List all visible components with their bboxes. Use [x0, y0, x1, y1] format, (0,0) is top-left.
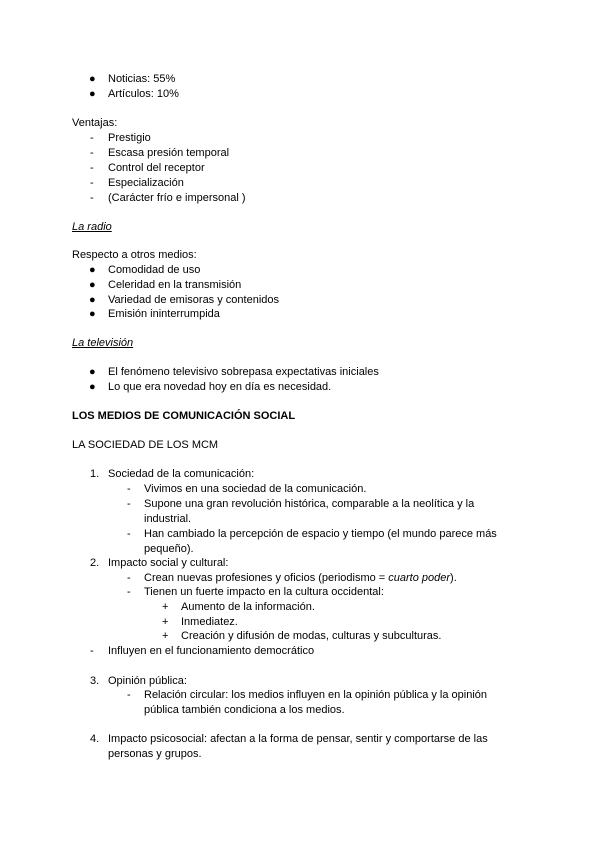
list-item-continued: industrial.: [144, 513, 192, 525]
bullet-icon: ●: [89, 279, 96, 291]
bullet-icon: ●: [89, 264, 96, 276]
bullet-icon: ●: [89, 381, 96, 393]
list-item: Aumento de la información.: [181, 601, 315, 613]
list-item: Impacto social y cultural:: [108, 557, 229, 569]
emphasis: cuarto poder: [388, 572, 451, 584]
list-item: Noticias: 55%: [108, 73, 176, 85]
list-item-text: ).: [450, 572, 457, 584]
list-item: Celeridad en la transmisión: [108, 279, 242, 291]
list-item: Sociedad de la comunicación:: [108, 468, 255, 480]
list-number: 1.: [90, 468, 100, 480]
dash-icon: -: [90, 132, 94, 144]
ventajas-heading: Ventajas:: [72, 117, 118, 129]
list-item-continued: pequeño).: [144, 543, 194, 555]
list-item: Emisión ininterrumpida: [108, 308, 220, 320]
list-item: Opinión pública:: [108, 675, 187, 687]
radio-intro: Respecto a otros medios:: [72, 249, 197, 261]
list-item: Supone una gran revolución histórica, comparable a la neolítica y la: [144, 498, 475, 510]
list-item: Creación y difusión de modas, culturas y subculturas.: [181, 630, 442, 642]
dash-icon: -: [90, 645, 94, 657]
list-item: Influyen en el funcionamiento democrático: [108, 645, 315, 657]
list-item: El fenómeno televisivo sobrepasa expectativas iniciales: [108, 366, 379, 378]
list-number: 4.: [90, 733, 100, 745]
radio-heading: La radio: [72, 221, 112, 233]
list-item: [144, 571, 457, 585]
bullet-icon: ●: [89, 308, 96, 320]
dash-icon: -: [127, 483, 131, 495]
dash-icon: -: [127, 498, 131, 510]
bullet-icon: ●: [89, 73, 96, 85]
list-item: Inmediatez.: [181, 616, 238, 628]
dash-icon: -: [90, 177, 94, 189]
list-item: Relación circular: los medios influyen en la opinión pública y la opinión: [144, 689, 488, 701]
list-item-continued: pública también condiciona a los medios.: [144, 704, 345, 716]
list-item: Impacto psicosocial: afectan a la forma de pensar, sentir y comportarse de las: [108, 733, 488, 745]
plus-icon: +: [162, 630, 169, 642]
list-item: Vivimos en una sociedad de la comunicación.: [144, 483, 367, 495]
list-item: Tienen un fuerte impacto en la cultura occidental:: [144, 586, 384, 598]
dash-icon: -: [127, 586, 131, 598]
subtitle: LA SOCIEDAD DE LOS MCM: [72, 439, 219, 451]
section-title: LOS MEDIOS DE COMUNICACIÓN SOCIAL: [72, 410, 296, 422]
list-item: Escasa presión temporal: [108, 147, 230, 159]
list-item: Comodidad de uso: [108, 264, 201, 276]
dash-icon: -: [90, 192, 94, 204]
bullet-icon: ●: [89, 366, 96, 378]
plus-icon: +: [162, 616, 169, 628]
bullet-icon: ●: [89, 88, 96, 100]
list-item: Variedad de emisoras y contenidos: [108, 294, 280, 306]
list-item: Han cambiado la percepción de espacio y tiempo (el mundo parece más: [144, 528, 497, 540]
dash-icon: -: [127, 528, 131, 540]
list-item: Lo que era novedad hoy en día es necesidad.: [108, 381, 332, 393]
list-number: 3.: [90, 675, 100, 687]
plus-icon: +: [162, 601, 169, 613]
list-item: Prestigio: [108, 132, 151, 144]
list-item-continued: personas y grupos.: [108, 748, 202, 760]
list-item: Artículos: 10%: [108, 88, 179, 100]
list-item: (Carácter frío e impersonal ): [108, 192, 246, 204]
bullet-icon: ●: [89, 294, 96, 306]
tv-heading: La televisión: [72, 337, 134, 349]
list-number: 2.: [90, 557, 100, 569]
list-item-text: Crean nuevas profesiones y oficios (periodismo =: [144, 572, 389, 584]
dash-icon: -: [127, 572, 131, 584]
dash-icon: -: [90, 162, 94, 174]
list-item: Especialización: [108, 177, 184, 189]
dash-icon: -: [127, 689, 131, 701]
list-item: Control del receptor: [108, 162, 205, 174]
dash-icon: -: [90, 147, 94, 159]
